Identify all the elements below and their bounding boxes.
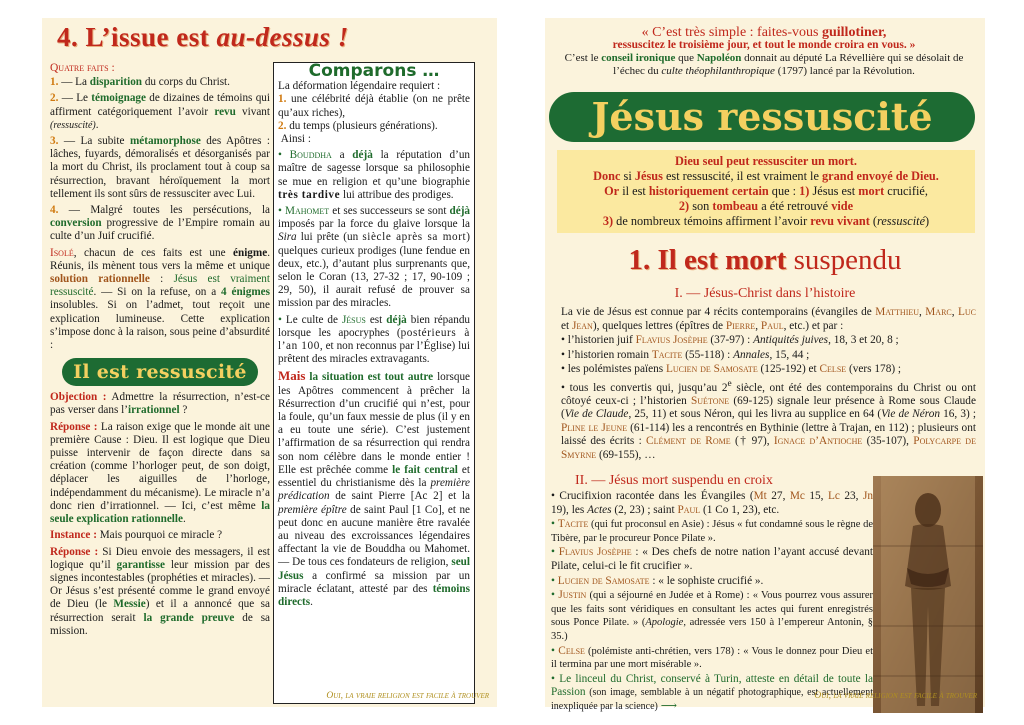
comparons-title: Comparons … xyxy=(308,61,440,81)
instance: Instance : Mais pourquoi ce miracle ? xyxy=(50,529,223,542)
cross-item: • Crucifixion racontée dans les Évangiles (Mt 27, Mc 15, Lc 23, Jn 19), les Actes (2, 23) ; saint Paul (1 Co 1, 23), etc. xyxy=(551,490,873,516)
napoleon-quote xyxy=(549,26,979,78)
shroud-figure-icon xyxy=(873,476,983,713)
fact-item: 4. — Malgré toutes les persécutions, la conversion progressive de l’Empire romain au culte d’un Juif crucifié. xyxy=(50,204,271,243)
fact-item: 1. — La disparition du corps du Christ. xyxy=(50,76,230,89)
history-item: • tous les convertis qui, jusqu’au 2e siècle, ont été des contemporains du Christ ou ont côtoyé ceux-ci ; l’historien Suétone (69-125) signale leur présence à Rome sous Claude (Vie de Claude, 25, 11) et sous Néron, qui les livra au supplice en 64 (Vie de Néron 16, 3) ; Pline le Jeune (61-114) les a rencontrés en Bythinie (lettre à Trajan, en 112) ; plusieurs ont laissé des écrits : Clément de Rome († 97), Ignace d’Antioche (35-107), Polycarpe de Smyrne (69-155), … xyxy=(561,378,976,461)
reponse-2: Réponse : Si Dieu envoie des messagers, il est logique qu’il garantisse leur mission par des signes incontestables (prophéties et miracles). — Or Jésus s’est présenté comme le grand envoyé de Dieu (le Messie) et il a annoncé que sa résurrection serait la grande preuve de sa mission. xyxy=(50,545,271,637)
subsection-title: II. — Jésus mort suspendu en croix xyxy=(575,473,773,488)
compare-intro: La déformation légendaire requiert : 1. une célébrité déjà établie (on ne prête qu’aux riches), 2. du temps (plusieurs générations). Ainsi : xyxy=(278,80,470,146)
thesis-line: Or il est historiquement certain que : 1) Jésus est mort crucifié, xyxy=(604,184,928,198)
cross-item: • Lucien de Samosate : « le sophiste crucifié ». xyxy=(551,574,764,587)
cross-item: • Tacite (qui fut proconsul en Asie) : Jésus « fut condamné sous le règne de Tibère, par le procureur Ponce Pilate ». xyxy=(551,518,873,544)
title-part: 4. L’issue est xyxy=(57,22,217,52)
objection: Objection : Admettre la résurrection, n’est-ce pas verser dans l’irrationnel ? xyxy=(50,391,270,417)
history-item: • l’historien romain Tacite (55-118) : Annales, 15, 44 ; xyxy=(561,348,810,361)
facts-title: Quatre faits : xyxy=(50,62,115,74)
arrow-icon: ⟶ xyxy=(660,699,677,712)
fact-item: 3. — La subite métamorphose des Apôtres : lâches, fuyards, démoralisés et désorganisés par la mort du Christ, ils proclament tout à coup sa résurrection, bravant héroïquement la mort tellement ils sont sûrs de ressusciter avec Lui. xyxy=(50,135,270,200)
page-footer: Oui, la vraie religion est facile à trouver xyxy=(814,691,977,701)
isole-paragraph: Isolé, chacun de ces faits est une énigme. Réunis, ils mènent tous vers la même et unique solution rationnelle : Jésus est vraiment ressuscité. — Si on la refuse, on a 4 énigmes insolubles. Si on l’admet, tout reçoit une explication lumineuse. Cette explication s’impose donc à la raison, sous peine d’absurdité : xyxy=(50,246,271,352)
quote-line-2: ressuscitez le troisième jour, et tout le monde croira en vous. » xyxy=(612,39,916,51)
compare-bouddha: • Bouddha a déjà la réputation d’un maître de sagesse lorsque sa philosophie se mue en religion et qu’une biographie très tardive lui attribue des prodiges. xyxy=(278,149,471,201)
cross-item: • Flavius Josèphe : « Des chefs de notre nation l’ayant accusé devant Pilate, celui-ci le fit crucifier ». xyxy=(551,546,873,572)
page-footer: Oui, la vraie religion est facile à trouver xyxy=(326,691,489,701)
reponse-1: Réponse : La raison exige que le monde ait une première Cause : Dieu. Il est logique que Dieu puisse intervenir de façon directe dans sa création (comme l’horloger peut, de son doigt, déplacer les aiguilles de l’horloge, indépendamment du mécanisme). Le miracle n’a donc rien d’irrationnel. — Ici, c’est même la seule explication rationnelle. xyxy=(50,420,270,526)
section-title: 1. Il est mort suspendu xyxy=(628,244,902,276)
cross-item: • Justin (qui a séjourné en Judée et à Rome) : « Vous pourrez vous assurer que les faits sont véridiques en consultant les actes qui furent enregistrés sous Ponce Pilate. » (Apologie, adressée vers 150 à l’empereur Antonin, § 35.) xyxy=(551,589,874,642)
compare-mais: Mais la situation est tout autre lorsque les Apôtres commencent à prêcher la Résurrection d’un crucifié qui n’est, pour la foule, qu’un faux messie de plus (il y en a eu toute une série). C’est justement l’affirmation de sa résurrection qui rendra son nom célèbre dans le monde entier ! Elle est prêchée comme le fait central et essentiel du christianisme dès la première prédication de saint Pierre [Ac 2] et la première épître de saint Paul [1 Co], et ne peut donc en aucune manière être ravalée au niveau des excroissances légendaires affectant la vie de Bouddha ou Mahomet. — De tous ces fondateurs de religion, seul Jésus a confirmé sa mission par un miracle éclatant, attesté par des témoins directs. xyxy=(278,368,471,608)
thesis-line: Dieu seul peut ressusciter un mort. xyxy=(675,154,857,168)
left-column xyxy=(50,62,270,641)
turin-shroud-image xyxy=(873,476,983,713)
crucifixion-text xyxy=(551,490,873,715)
history-item: • l’historien juif Flavius Josèphe (37-97) : Antiquités juives, 18, 3 et 20, 8 ; xyxy=(561,334,899,346)
fact-item: 2. — Le témoignage de dizaines de témoins qui affirment catégoriquement l’avoir revu vivant (ressuscité). xyxy=(50,92,270,131)
history-text xyxy=(561,306,976,463)
thesis-line: Donc si Jésus est ressuscité, il est vraiment le grand envoyé de Dieu. xyxy=(593,169,939,183)
page-title xyxy=(57,22,349,53)
thesis-line: 3) de nombreux témoins affirment l’avoir revu vivant (ressuscité) xyxy=(602,214,930,228)
subsection-title: I. — Jésus-Christ dans l’histoire xyxy=(674,286,856,301)
comparons-box xyxy=(273,62,475,704)
thesis-box xyxy=(557,150,975,233)
ressuscite-banner: Il est ressuscité xyxy=(62,358,258,386)
right-page xyxy=(545,18,985,712)
history-item: • les polémistes païens Lucien de Samosate (125-192) et Celse (vers 178) ; xyxy=(561,363,902,375)
quote-context: C’est le conseil ironique que Napoléon donnait au député La Révellière qui se désolait de l’échec du culte théophilanthropique (1797) lancé par la Révolution. xyxy=(564,52,964,77)
cross-item: • Celse (polémiste anti-chrétien, vers 178) : « Vous le donnez pour Dieu et il termina par une mort misérable ». xyxy=(551,644,874,671)
compare-jesus: • Le culte de Jésus est déjà bien répandu lorsque les apocryphes (postérieurs à l’an 100, et non reconnus par l’Église) lui prêtent des miracles extravagants. xyxy=(278,313,471,366)
cross-item: • Le linceul du Christ, conservé à Turin, atteste en détail de toute la Passion (son image, semblable à un négatif photographique, est actuellement inexpliquée par la science) ⟶ xyxy=(551,672,874,712)
left-page xyxy=(42,18,497,707)
compare-mahomet: • Mahomet et ses successeurs se sont déjà imposés par la force du glaive lorsque la Sira lui prête (un siècle après sa mort) quelques curieux prodiges (lune fendue en deux, etc.), d’autant plus surprenants que, selon le Coran (13, 27-32 ; 17, 90-109 ; 29, 50), il aurait refusé de prouver sa mission par des miracles. xyxy=(278,205,471,310)
history-intro: La vie de Jésus est connue par 4 récits contemporains (évangiles de Matthieu, Marc, Luc et Jean), quelques lettres (épîtres de Pierre, Paul, etc.) et par : xyxy=(561,306,976,332)
thesis-line: 2) son tombeau a été retrouvé vide xyxy=(678,199,854,213)
jesus-ressuscite-banner: Jésus ressuscité xyxy=(549,92,975,142)
quote-line-1: « C’est très simple : faites-vous guillotiner, xyxy=(641,25,887,40)
title-part-italic: au-dessus ! xyxy=(216,22,349,52)
